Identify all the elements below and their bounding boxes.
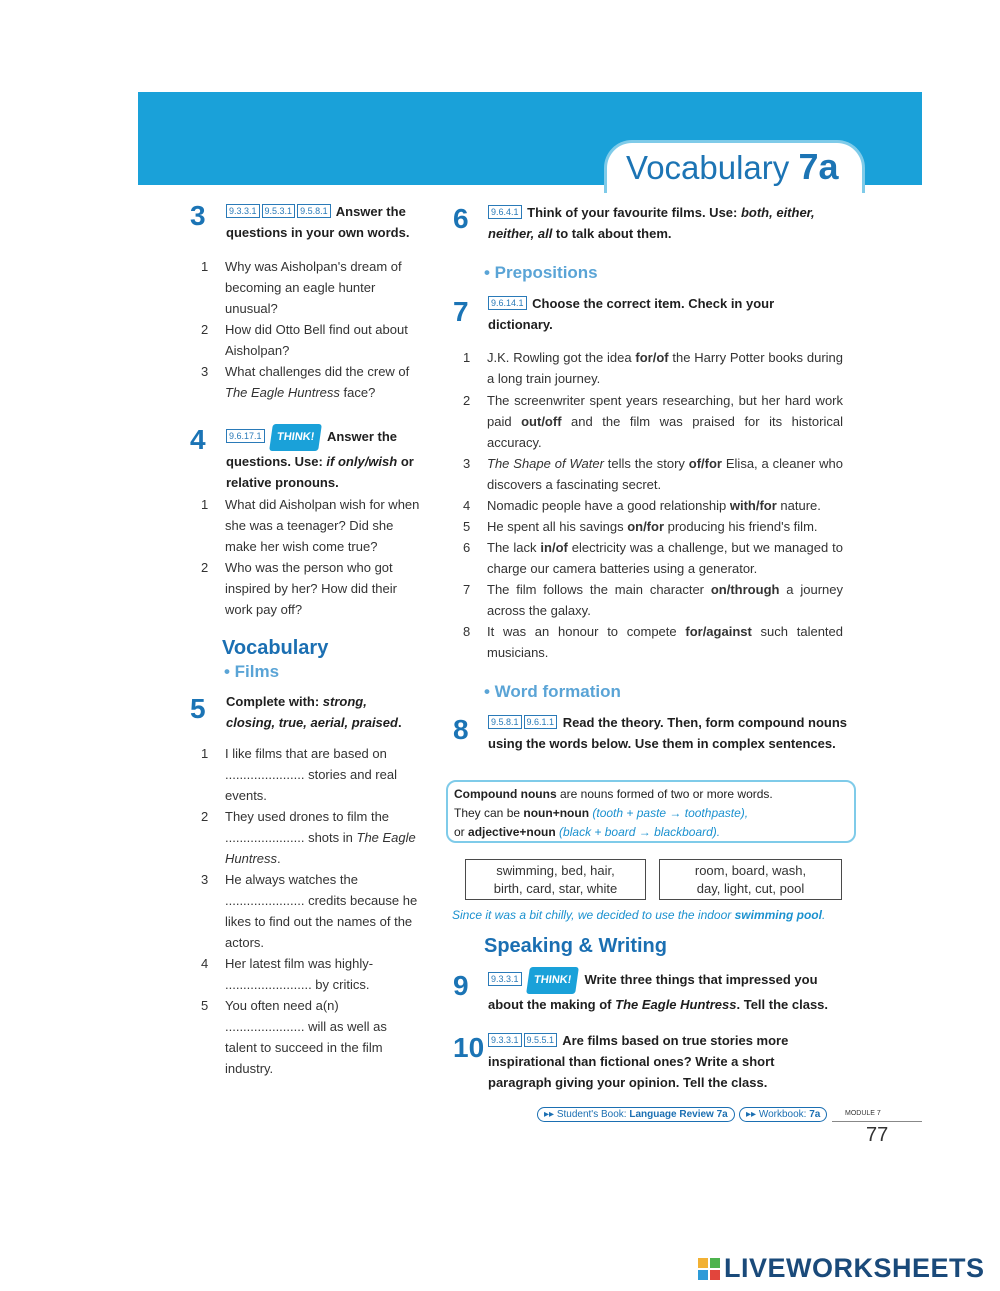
exercise-number: 9 — [453, 970, 469, 1001]
exercise-number: 6 — [453, 203, 469, 234]
blank: ...................... — [225, 767, 305, 782]
divider — [832, 1121, 922, 1122]
list-item: 4 Nomadic people have a good relationship with/for nature. — [463, 498, 821, 513]
think-badge: THINK! — [269, 424, 322, 451]
word-box: swimming, bed, hair, birth, card, star, white — [465, 859, 646, 900]
list-item: 1 What did Aisholpan wish for when she was a teenager? Did she make her wish come true? — [201, 497, 420, 554]
list-item: 4 Her latest film was highly- ........................ by critics. — [201, 956, 374, 992]
liveworksheets-logo-icon — [698, 1258, 720, 1280]
blank: ...................... — [225, 893, 305, 908]
page-title: Vocabulary 7a — [626, 146, 839, 187]
list-item: 7 The film follows the main character on/through a journey across the galaxy. — [463, 582, 844, 618]
word-box: room, board, wash, day, light, cut, pool — [659, 859, 842, 900]
list-item: 1 Why was Aisholpan's dream of becoming an eagle hunter unusual? — [201, 259, 402, 316]
subsection-heading: • Word formation — [484, 682, 621, 701]
list-item: 6 The lack in/of electricity was a challenge, but we managed to charge our camera batteries using a generator. — [463, 540, 843, 576]
exercise-number: 8 — [453, 714, 469, 745]
subsection-heading: • Prepositions — [484, 263, 598, 282]
exercise-number: 4 — [190, 424, 206, 455]
example-sentence: Since it was a bit chilly, we decided to use the indoor swimming pool. — [452, 908, 826, 922]
think-badge: THINK! — [526, 967, 579, 994]
list-item: 2 How did Otto Bell find out about Aisholpan? — [201, 322, 408, 358]
exercise-instruction: Complete with: strong, closing, true, aerial, praised. — [226, 694, 402, 730]
module-label: MODULE 7 — [845, 1110, 881, 1117]
reference-link[interactable]: ▸▸ Workbook: 7a — [739, 1107, 827, 1122]
blank: ........................ — [225, 977, 312, 992]
exercise-instruction: 9.6.17.1 THINK! Answer the questions. Use: if only/wish or relative pronouns. — [226, 424, 426, 493]
list-item: 8 It was an honour to compete for/against such talented musicians. — [463, 624, 844, 660]
section-heading: Speaking & Writing — [484, 935, 667, 957]
exercise-instruction: 9.3.3.1 THINK! Write three things that impressed you about the making of The Eagle Huntress. Tell the class. — [488, 967, 848, 1015]
subsection-heading: • Films — [224, 662, 280, 681]
list-item: 3 What challenges did the crew of The Eagle Huntress face? — [201, 364, 410, 400]
list-item: 3 He always watches the ...................... credits because he likes to find out the names of the actors. — [201, 872, 418, 950]
theory-box: Compound nouns are nouns formed of two or more words. They can be noun+noun (tooth + paste → toothpaste), or adjective+noun (black + board → blackboard). — [446, 780, 856, 843]
exercise-number: 10 — [453, 1032, 485, 1063]
exercise-instruction: 9.6.4.1 Think of your favourite films. Use: both, either, neither, all to talk about them. — [488, 205, 815, 241]
exercise-number: 7 — [453, 296, 469, 327]
list-item: 1 I like films that are based on ...................... stories and real events. — [201, 746, 397, 803]
list-item: 5 He spent all his savings on/for producing his friend's film. — [463, 519, 818, 534]
exercise-instruction: 9.6.14.1 Choose the correct item. Check in your dictionary. — [488, 296, 775, 332]
section-heading: Vocabulary — [222, 637, 329, 659]
list-item: 3 The Shape of Water tells the story of/for Elisa, a cleaner who discovers a fascinating secret. — [463, 456, 844, 492]
list-item: 2 They used drones to film the ...................... shots in The Eagle Huntress. — [201, 809, 416, 866]
exercise-instruction: 9.3.3.1 9.5.5.1 Are films based on true stories more inspirational than fictional ones? Write a short paragraph giving your opinion. Tell the class. — [488, 1033, 789, 1090]
page-number: 77 — [866, 1124, 889, 1146]
list-item: 1 J.K. Rowling got the idea for/of the Harry Potter books during a long train journey. — [463, 350, 843, 386]
list-item: 2 Who was the person who got inspired by her? How did their work pay off? — [201, 560, 397, 617]
blank: ...................... — [225, 830, 305, 845]
reference-link[interactable]: ▸▸ Student's Book: Language Review 7a — [537, 1107, 735, 1122]
list-item: 2 The screenwriter spent years researching, but her hard work paid out/off and the film was praised for its historical accuracy. — [463, 393, 843, 450]
exercise-instruction: 9.3.3.1 9.5.3.1 9.5.8.1 Answer the questions in your own words. — [226, 204, 410, 240]
blank: ...................... — [225, 1019, 305, 1034]
exercise-instruction: 9.5.8.1 9.6.1.1 Read the theory. Then, form compound nouns using the words below. Use them in complex sentences. — [488, 715, 848, 751]
exercise-number: 3 — [190, 200, 206, 231]
list-item: 5 You often need a(n) ...................... will as well as talent to succeed in the film industry. — [201, 998, 387, 1076]
exercise-number: 5 — [190, 693, 206, 724]
watermark: LIVEWORKSHEETS — [724, 1253, 985, 1283]
